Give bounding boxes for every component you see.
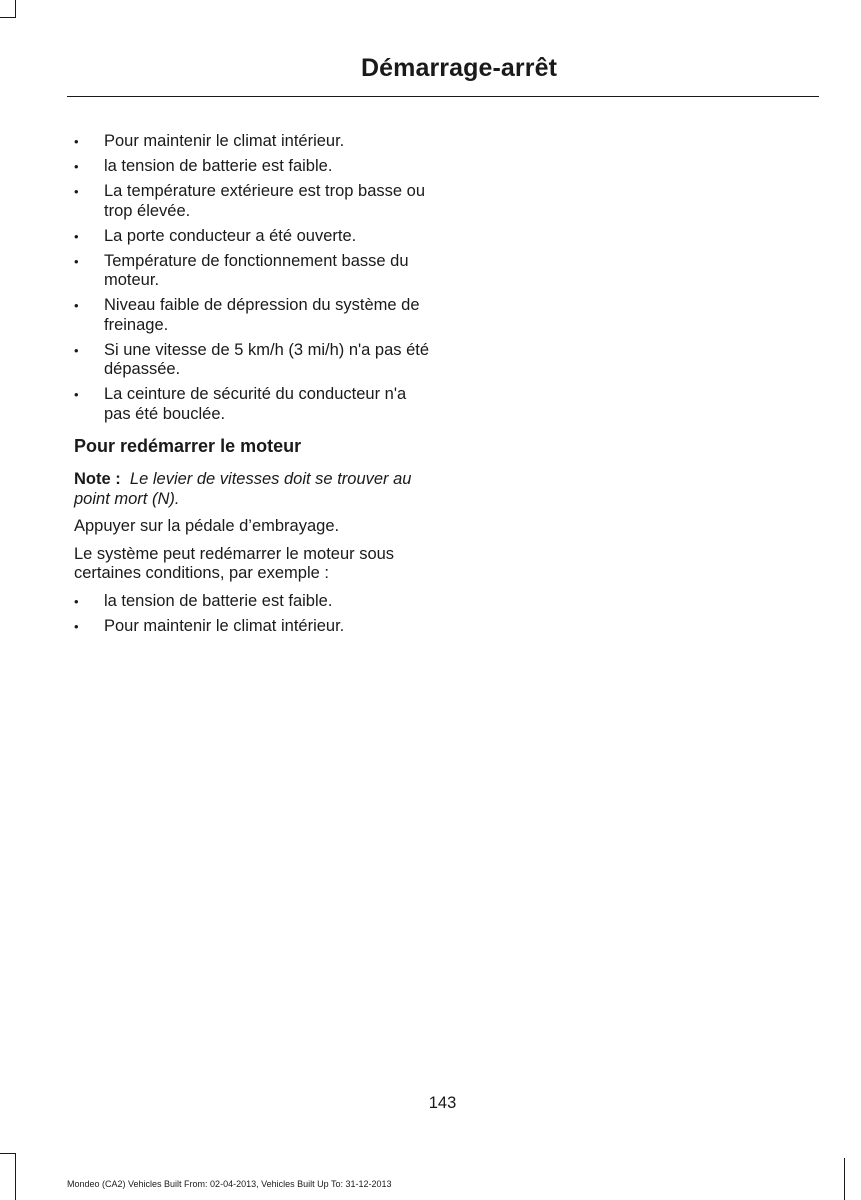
list-item-text: la tension de batterie est faible. bbox=[104, 591, 333, 610]
list-item bbox=[74, 132, 430, 152]
note-label: Note : bbox=[74, 470, 121, 488]
list-item bbox=[74, 227, 430, 247]
bullet: • bbox=[74, 134, 79, 149]
note-text: Le levier de vitesses doit se trouver au point mort (N). bbox=[74, 470, 412, 508]
list-item bbox=[74, 617, 430, 637]
page-title: Démarrage-arrêt bbox=[360, 54, 557, 82]
list-item-text: La porte conducteur a été ouverte. bbox=[104, 226, 357, 245]
list-item bbox=[74, 157, 430, 177]
list-item-text: Pour maintenir le climat intérieur. bbox=[104, 616, 345, 635]
list-item-text: Température de fonctionnement basse du moteur. bbox=[104, 251, 409, 289]
paragraph: Le système peut redémarrer le moteur sous certaines conditions, par exemple : bbox=[74, 544, 395, 582]
list-item bbox=[74, 182, 430, 221]
bullet: • bbox=[74, 228, 79, 244]
conditions-list bbox=[74, 132, 430, 424]
list-item bbox=[74, 592, 430, 612]
bullet: • bbox=[74, 593, 79, 609]
crop-mark-top-left-vertical bbox=[15, 0, 16, 17]
bullet: • bbox=[74, 618, 79, 634]
list-item bbox=[74, 296, 430, 335]
list-item bbox=[74, 341, 430, 380]
content-column bbox=[74, 132, 430, 642]
footer-text: Mondeo (CA2) Vehicles Built From: 02-04-2013, Vehicles Built Up To: 31-12-2013 bbox=[67, 1179, 392, 1189]
title-divider bbox=[67, 96, 819, 97]
list-item-text: la tension de batterie est faible. bbox=[104, 157, 333, 175]
crop-mark-top-left-horizontal bbox=[0, 17, 16, 18]
list-item bbox=[74, 385, 430, 424]
section-heading: Pour redémarrer le moteur bbox=[74, 436, 302, 456]
note-paragraph bbox=[74, 470, 430, 509]
list-item-text: La ceinture de sécurité du conducteur n'a pas été bouclée. bbox=[104, 385, 407, 423]
bullet: • bbox=[74, 253, 79, 269]
bullet: • bbox=[74, 387, 79, 402]
crop-mark-bottom-right-vertical bbox=[844, 1158, 845, 1200]
bullet: • bbox=[74, 342, 79, 358]
bullet: • bbox=[74, 184, 79, 199]
page-number: 143 bbox=[428, 1094, 457, 1112]
bullet: • bbox=[74, 159, 79, 174]
paragraph: Appuyer sur la pédale d’embrayage. bbox=[74, 517, 340, 535]
list-item-text: Pour maintenir le climat intérieur. bbox=[104, 132, 345, 150]
list-item bbox=[74, 252, 430, 291]
crop-mark-bottom-left-horizontal bbox=[0, 1153, 16, 1154]
restart-conditions-list bbox=[74, 592, 430, 637]
bullet: • bbox=[74, 298, 79, 313]
list-item-text: Niveau faible de dépression du système de freinage. bbox=[104, 296, 420, 334]
crop-mark-bottom-left-vertical bbox=[15, 1153, 16, 1200]
list-item-text: Si une vitesse de 5 km/h (3 mi/h) n'a pas été dépassée. bbox=[104, 340, 430, 378]
list-item-text: La température extérieure est trop basse ou trop élevée. bbox=[104, 182, 426, 220]
